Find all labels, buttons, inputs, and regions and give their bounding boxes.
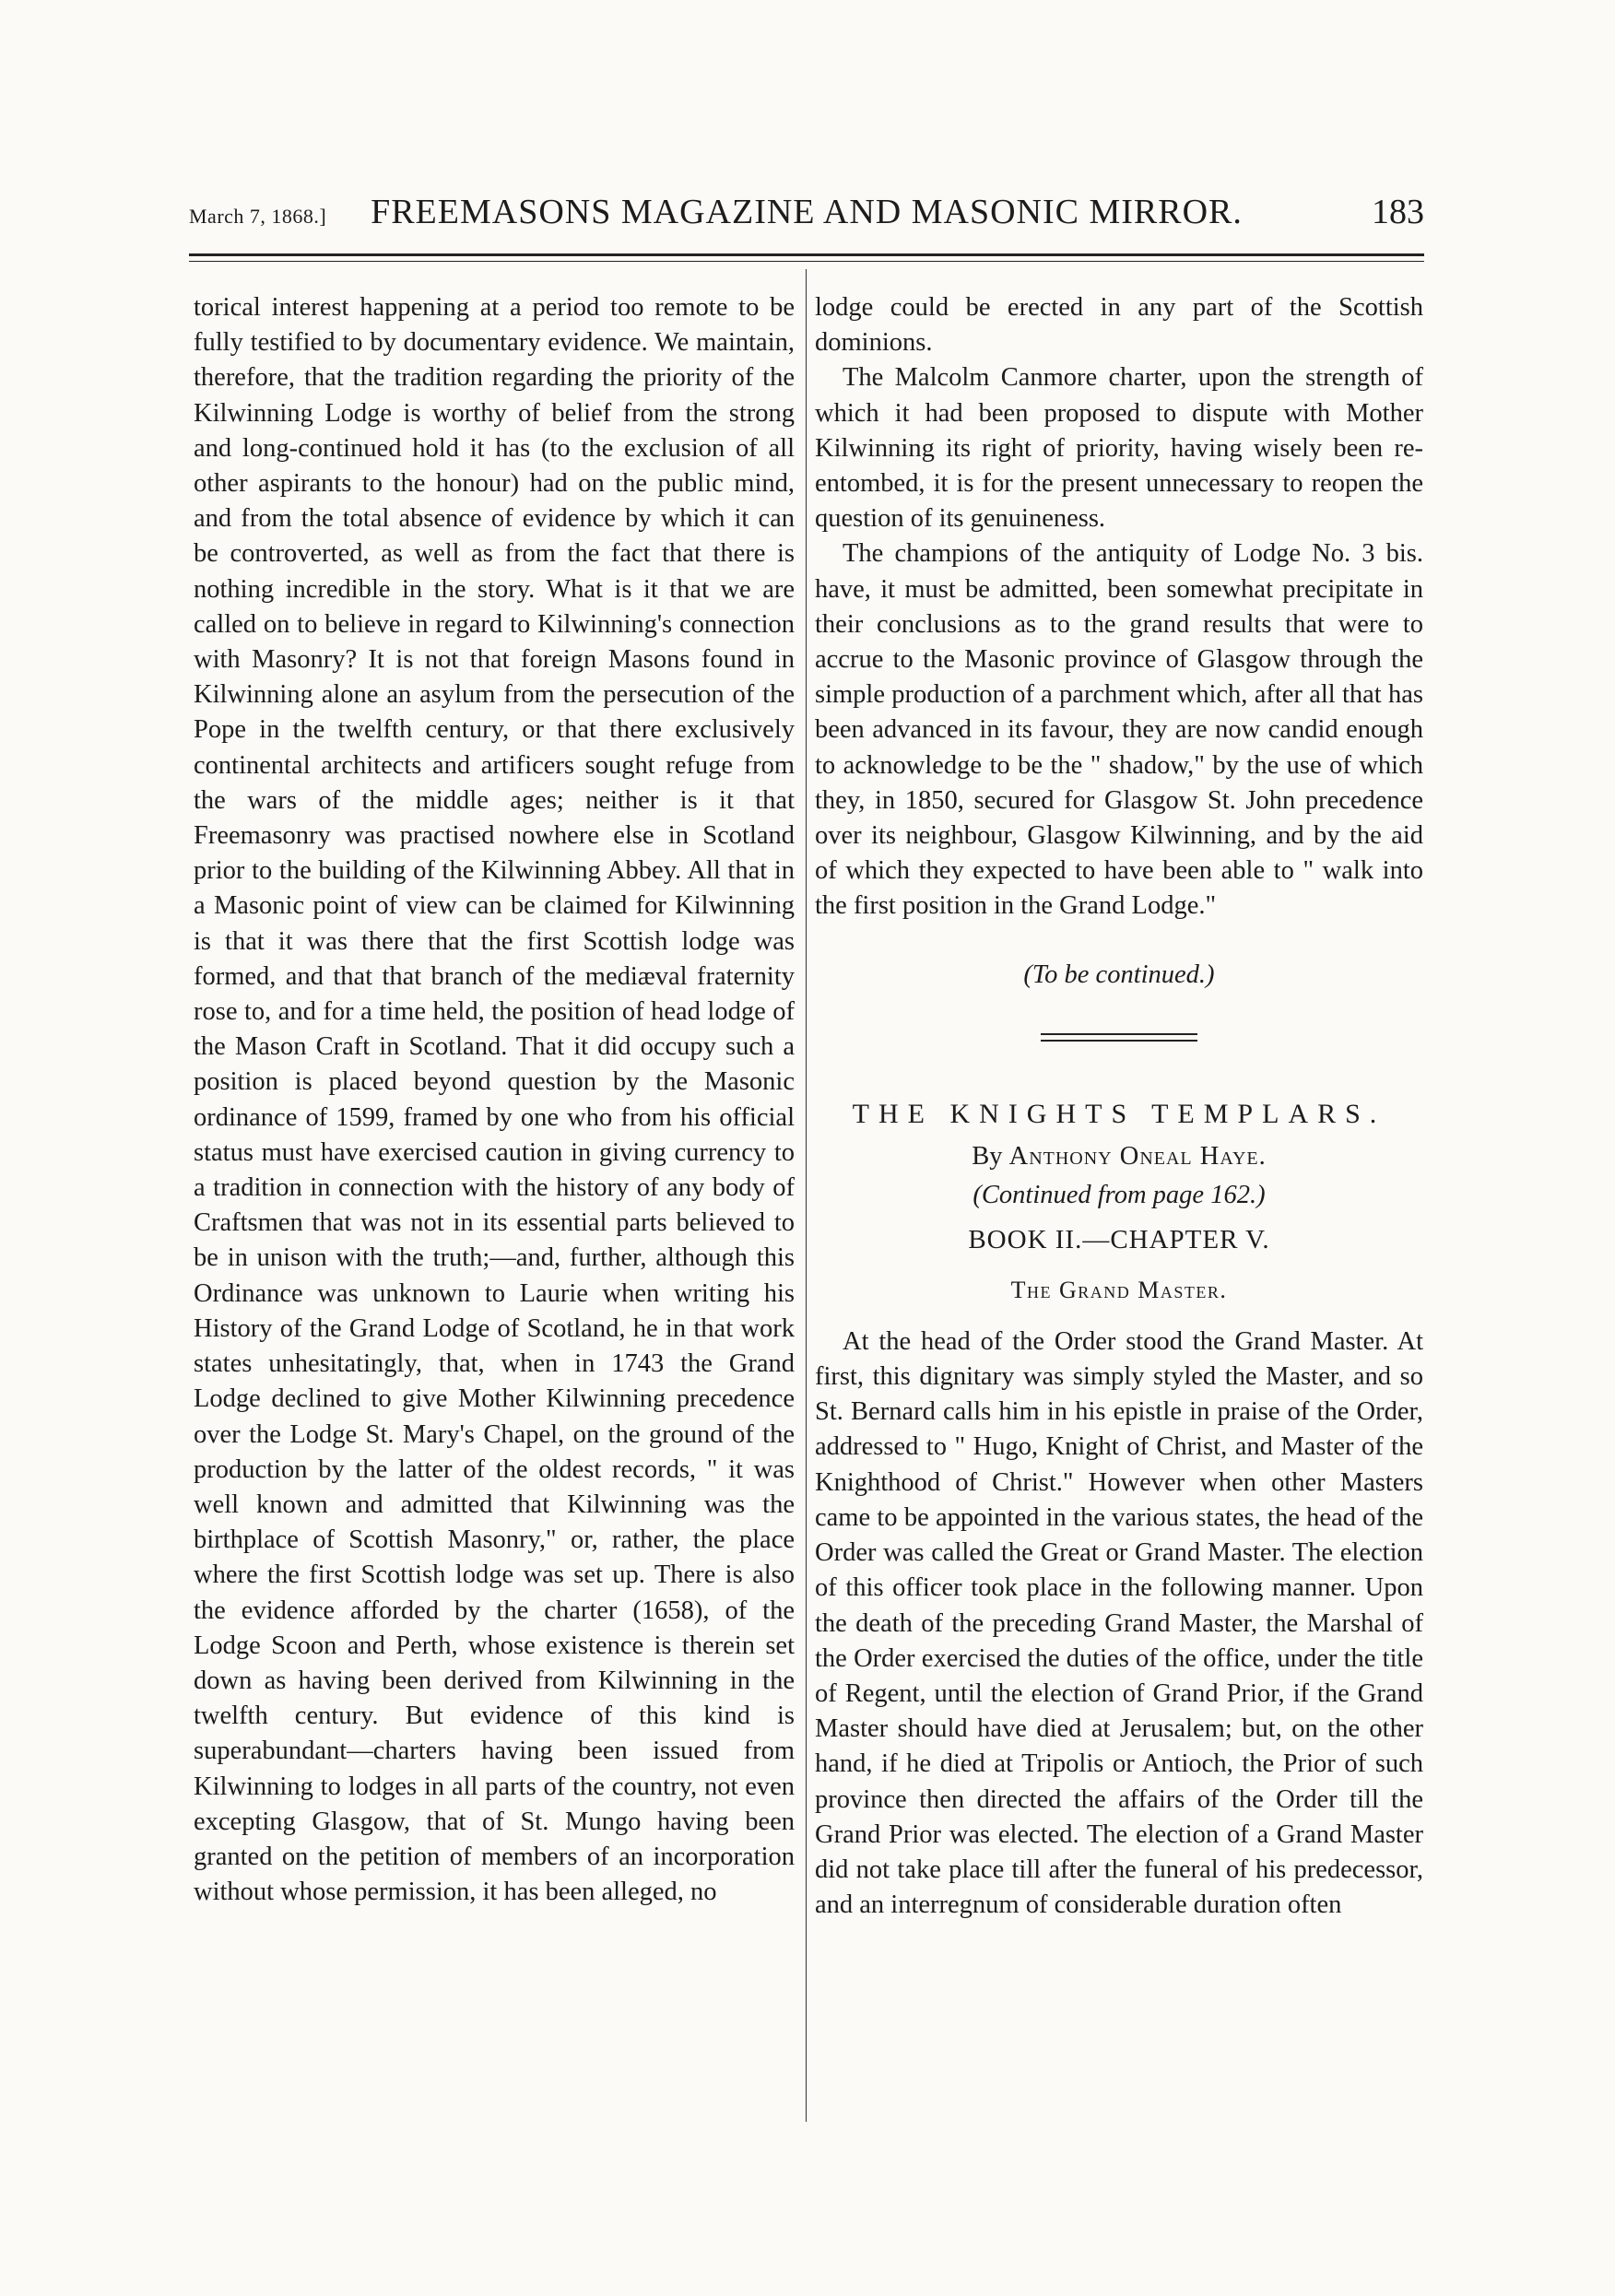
continued-from-note: (Continued from page 162.) bbox=[973, 1181, 1266, 1210]
issue-date: March 7, 1868.] bbox=[189, 205, 327, 228]
left-column bbox=[194, 290, 795, 1910]
header-rule-thin bbox=[189, 261, 1424, 262]
publication-title: FREEMASONS MAGAZINE AND MASONIC MIRROR. bbox=[371, 193, 1243, 231]
book-chapter-heading: BOOK II.—CHAPTER V. bbox=[968, 1225, 1270, 1255]
header-rule-thick bbox=[189, 253, 1424, 256]
page-header bbox=[189, 192, 1424, 247]
section-separator bbox=[1041, 1033, 1197, 1042]
right-paragraph-grand-master: At the head of the Order stood the Grand Master. At first, this dignitary was simply styled the Master, and so St. Bernard calls him in his epistle in praise of the Order, addressed to " Hugo, Knight of Christ, and Master of the Knighthood of Christ." However when other Masters came to be appointed in the various states, the head of the Order was called the Great or Grand Master. The election of this officer took place in the following manner. Upon the death of the preceding Grand Master, the Marshal of the Order exercised the duties of the office, under the title of Regent, until the election of Grand Prior, if the Grand Master should have died at Jerusalem; but, on the other hand, if he died at Tripolis or Antioch, the Prior of such province then directed the affairs of the Order till the Grand Prior was elected. The election of a Grand Master did not take place till after the funeral of his predecessor, and an interregnum of considerable duration often bbox=[815, 1326, 1423, 1920]
left-paragraph: torical interest happening at a period too remote to be fully testified to by documentary evidence. We maintain, therefore, that the tradition regarding the priority of the Kilwinning Lodge is worthy of belief from the strong and long-continued hold it has (to the exclusion of all other aspirants to the honour) had on the public mind, and from the total absence of evidence by which it can be controverted, as well as from the fact that there is nothing incredible in the story. What is it that we are called on to believe in regard to Kilwinning's connection with Masonry? It is not that foreign Masons found in Kilwinning alone an asylum from the persecution of the Pope in the twelfth century, or that there exclusively continental architects and artificers sought refuge from the wars of the middle ages; neither is it that Freemasonry was practised nowhere else in Scotland prior to the building of the Kilwinning Abbey. All that in a Masonic point of view can be claimed for Kilwinning is that it was there that the first Scottish lodge was formed, and that that branch of the mediæval fraternity rose to, and for a time held, the position of head lodge of the Mason Craft in Scotland. That it did occupy such a position is placed beyond question by the Masonic ordinance of 1599, framed by one who from his official status must have exercised caution in giving currency to a tradition in connection with the history of any body of Craftsmen that was not in its essential parts believed to be in unison with the truth;—and, further, although this Ordinance was unknown to Laurie when writing his History of the Grand Lodge of Scotland, he in that work states unhesitatingly, that, when in 1743 the Grand Lodge declined to give Mother Kilwinning precedence over the Lodge St. Mary's Chapel, on the ground of the production by the latter of the oldest records, " it was well known and admitted that Kilwinning was the birthplace of Scottish Masonry," or, rather, the place where the first Scottish lodge was set up. There is also the evidence afforded by the charter (1658), of the Lodge Scoon and Perth, whose existence is therein set down as having been derived from Kilwinning in the twelfth century. But evidence of this kind is superabundant—charters having been issued from Kilwinning to lodges in all parts of the country, not even excepting Glasgow, that of St. Mungo having been granted on the petition of members of an incorporation without whose permission, it has been alleged, no bbox=[194, 293, 795, 1907]
right-column bbox=[815, 290, 1423, 1923]
article-title: THE KNIGHTS TEMPLARS. bbox=[852, 1098, 1386, 1129]
column-divider bbox=[806, 269, 807, 2122]
byline-prefix: By bbox=[972, 1142, 1003, 1172]
page-number: 183 bbox=[1372, 193, 1424, 231]
section-subheading: The Grand Master. bbox=[1010, 1276, 1228, 1303]
right-paragraph-continuation: lodge could be erected in any part of the Scottish dominions. bbox=[815, 293, 1423, 358]
right-paragraph-canmore: The Malcolm Canmore charter, upon the strength of which it had been proposed to dispute with Mother Kilwinning its right of priority, having wisely been re-entombed, it is for the present unnecessary to reopen the question of its genuineness. bbox=[815, 363, 1423, 534]
right-paragraph-champions: The champions of the antiquity of Lodge No. 3 bis. have, it must be admitted, been somewhat precipitate in their conclusions as to the grand results that were to accrue to the Masonic province of Glasgow through the simple production of a parchment which, after all that has been advanced in its favour, they are now candid enough to acknowledge to be the " shadow," by the use of which they, in 1850, secured for Glasgow St. John precedence over its neighbour, Glasgow Kilwinning, and by the aid of which they expected to have been able to " walk into the first position in the Grand Lodge." bbox=[815, 539, 1423, 921]
author-name: Anthony Oneal Haye. bbox=[1008, 1142, 1267, 1172]
byline bbox=[815, 1139, 1423, 1174]
to-be-continued-note: (To be continued.) bbox=[1023, 960, 1215, 989]
